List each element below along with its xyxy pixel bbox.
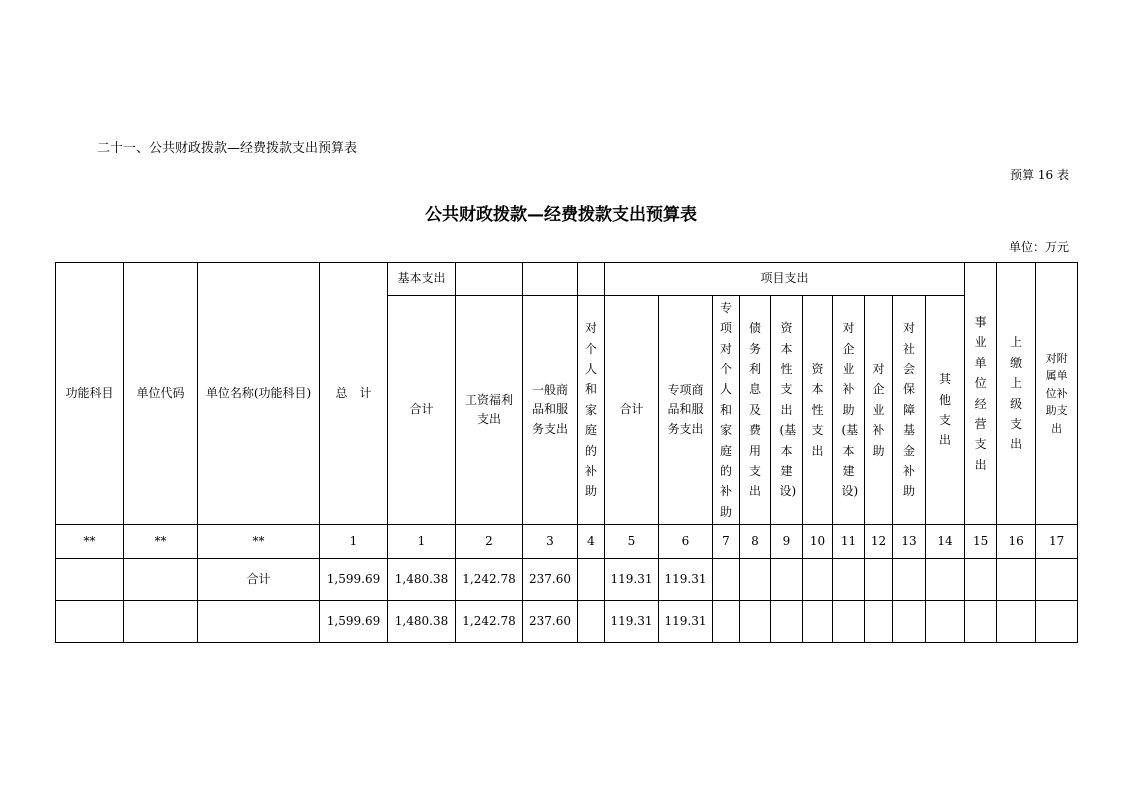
cell-salary: 1,242.78 bbox=[456, 559, 523, 601]
header-biz-text: 事业单位经营支出 bbox=[974, 314, 987, 472]
header-capital-text: 资本性支出 bbox=[811, 362, 824, 458]
header-proj-goods-text: 专项商品和服务支出 bbox=[667, 383, 704, 436]
index-cell: 12 bbox=[865, 525, 893, 559]
header-proj-sum: 合计 bbox=[605, 296, 659, 525]
section-heading: 二十一、公共财政拨款—经费拨款支出预算表 bbox=[97, 141, 358, 156]
header-social-text: 对社会保障基金补助 bbox=[902, 321, 915, 499]
header-capital-build bbox=[771, 296, 803, 525]
header-debt-text: 债务利息及费用支出 bbox=[748, 321, 761, 499]
cell-personal bbox=[578, 601, 605, 643]
header-func-subject: 功能科目 bbox=[56, 263, 124, 525]
document-title: 公共财政拨款—经费拨款支出预算表 bbox=[425, 205, 697, 225]
header-other-text: 其他支出 bbox=[939, 372, 952, 448]
header-salary bbox=[456, 296, 523, 525]
index-cell: 3 bbox=[523, 525, 578, 559]
header-basic: 基本支出 bbox=[388, 263, 456, 296]
header-ent-text: 对企业补助 bbox=[872, 362, 885, 458]
index-cell: ** bbox=[56, 525, 124, 559]
index-cell: 8 bbox=[740, 525, 771, 559]
cell-empty bbox=[965, 559, 997, 601]
header-blank bbox=[523, 263, 578, 296]
cell-func bbox=[56, 601, 124, 643]
cell-empty bbox=[803, 601, 833, 643]
cell-empty bbox=[926, 559, 965, 601]
header-ent bbox=[865, 296, 893, 525]
cell-empty bbox=[771, 601, 803, 643]
header-capital bbox=[803, 296, 833, 525]
index-cell: 4 bbox=[578, 525, 605, 559]
header-capital-build-text: 资本性支出(基本建设) bbox=[779, 321, 797, 499]
header-other bbox=[926, 296, 965, 525]
cell-basic-sum: 1,480.38 bbox=[388, 601, 456, 643]
cell-empty bbox=[865, 559, 893, 601]
header-personal-text: 对个人和家庭的补助 bbox=[584, 321, 597, 499]
cell-empty bbox=[713, 601, 740, 643]
cell-total: 1,599.69 bbox=[320, 559, 388, 601]
header-unit-code: 单位代码 bbox=[124, 263, 198, 525]
index-cell: 14 bbox=[926, 525, 965, 559]
index-cell: 7 bbox=[713, 525, 740, 559]
header-debt bbox=[740, 296, 771, 525]
index-cell: 1 bbox=[320, 525, 388, 559]
cell-personal bbox=[578, 559, 605, 601]
cell-empty bbox=[833, 601, 865, 643]
cell-empty bbox=[713, 559, 740, 601]
cell-empty bbox=[740, 559, 771, 601]
header-proj-personal-text: 专项对个人和家庭的补助 bbox=[719, 300, 732, 519]
cell-empty bbox=[833, 559, 865, 601]
cell-name: 合计 bbox=[198, 559, 320, 601]
cell-empty bbox=[771, 559, 803, 601]
header-blank bbox=[578, 263, 605, 296]
cell-total: 1,599.69 bbox=[320, 601, 388, 643]
index-cell: 17 bbox=[1036, 525, 1078, 559]
header-affil bbox=[1036, 263, 1078, 525]
header-salary-text: 工资福利支出 bbox=[464, 392, 513, 426]
table-row bbox=[56, 559, 1078, 601]
header-affil-text: 对附属单位补助支出 bbox=[1045, 351, 1068, 435]
index-cell: 16 bbox=[997, 525, 1036, 559]
budget-table bbox=[55, 262, 1078, 643]
cell-goods: 237.60 bbox=[523, 601, 578, 643]
header-social bbox=[893, 296, 926, 525]
index-cell: 2 bbox=[456, 525, 523, 559]
header-blank bbox=[456, 263, 523, 296]
cell-func bbox=[56, 559, 124, 601]
header-ent-build bbox=[833, 296, 865, 525]
header-unit-name: 单位名称(功能科目) bbox=[198, 263, 320, 525]
cell-proj-sum: 119.31 bbox=[605, 601, 659, 643]
header-row-1 bbox=[56, 263, 1078, 296]
cell-basic-sum: 1,480.38 bbox=[388, 559, 456, 601]
header-proj-personal bbox=[713, 296, 740, 525]
cell-empty bbox=[997, 559, 1036, 601]
header-proj-goods bbox=[659, 296, 713, 525]
index-row bbox=[56, 525, 1078, 559]
index-cell: 1 bbox=[388, 525, 456, 559]
table-row bbox=[56, 601, 1078, 643]
cell-empty bbox=[997, 601, 1036, 643]
cell-empty bbox=[1036, 601, 1078, 643]
cell-proj-goods: 119.31 bbox=[659, 559, 713, 601]
header-basic-sum: 合计 bbox=[388, 296, 456, 525]
index-cell: ** bbox=[124, 525, 198, 559]
header-upper bbox=[997, 263, 1036, 525]
index-cell: 5 bbox=[605, 525, 659, 559]
header-ent-build-text: 对企业补助(基本建设) bbox=[841, 321, 859, 499]
index-cell: 6 bbox=[659, 525, 713, 559]
header-upper-text: 上缴上级支出 bbox=[1010, 335, 1023, 452]
cell-empty bbox=[740, 601, 771, 643]
table-number: 预算 16 表 bbox=[1010, 168, 1069, 182]
cell-empty bbox=[865, 601, 893, 643]
cell-empty bbox=[926, 601, 965, 643]
cell-code bbox=[124, 559, 198, 601]
index-cell: 11 bbox=[833, 525, 865, 559]
cell-empty bbox=[803, 559, 833, 601]
unit-label: 单位：万元 bbox=[1008, 240, 1069, 254]
cell-code bbox=[124, 601, 198, 643]
index-cell: ** bbox=[198, 525, 320, 559]
cell-salary: 1,242.78 bbox=[456, 601, 523, 643]
cell-goods: 237.60 bbox=[523, 559, 578, 601]
cell-name bbox=[198, 601, 320, 643]
header-project: 项目支出 bbox=[605, 263, 965, 296]
index-cell: 15 bbox=[965, 525, 997, 559]
cell-empty bbox=[893, 601, 926, 643]
cell-proj-goods: 119.31 bbox=[659, 601, 713, 643]
cell-proj-sum: 119.31 bbox=[605, 559, 659, 601]
header-goods bbox=[523, 296, 578, 525]
index-cell: 9 bbox=[771, 525, 803, 559]
index-cell: 10 bbox=[803, 525, 833, 559]
header-biz bbox=[965, 263, 997, 525]
header-personal bbox=[578, 296, 605, 525]
header-goods-text: 一般商品和服务支出 bbox=[531, 383, 568, 436]
header-total: 总 计 bbox=[320, 263, 388, 525]
cell-empty bbox=[1036, 559, 1078, 601]
index-cell: 13 bbox=[893, 525, 926, 559]
cell-empty bbox=[965, 601, 997, 643]
cell-empty bbox=[893, 559, 926, 601]
